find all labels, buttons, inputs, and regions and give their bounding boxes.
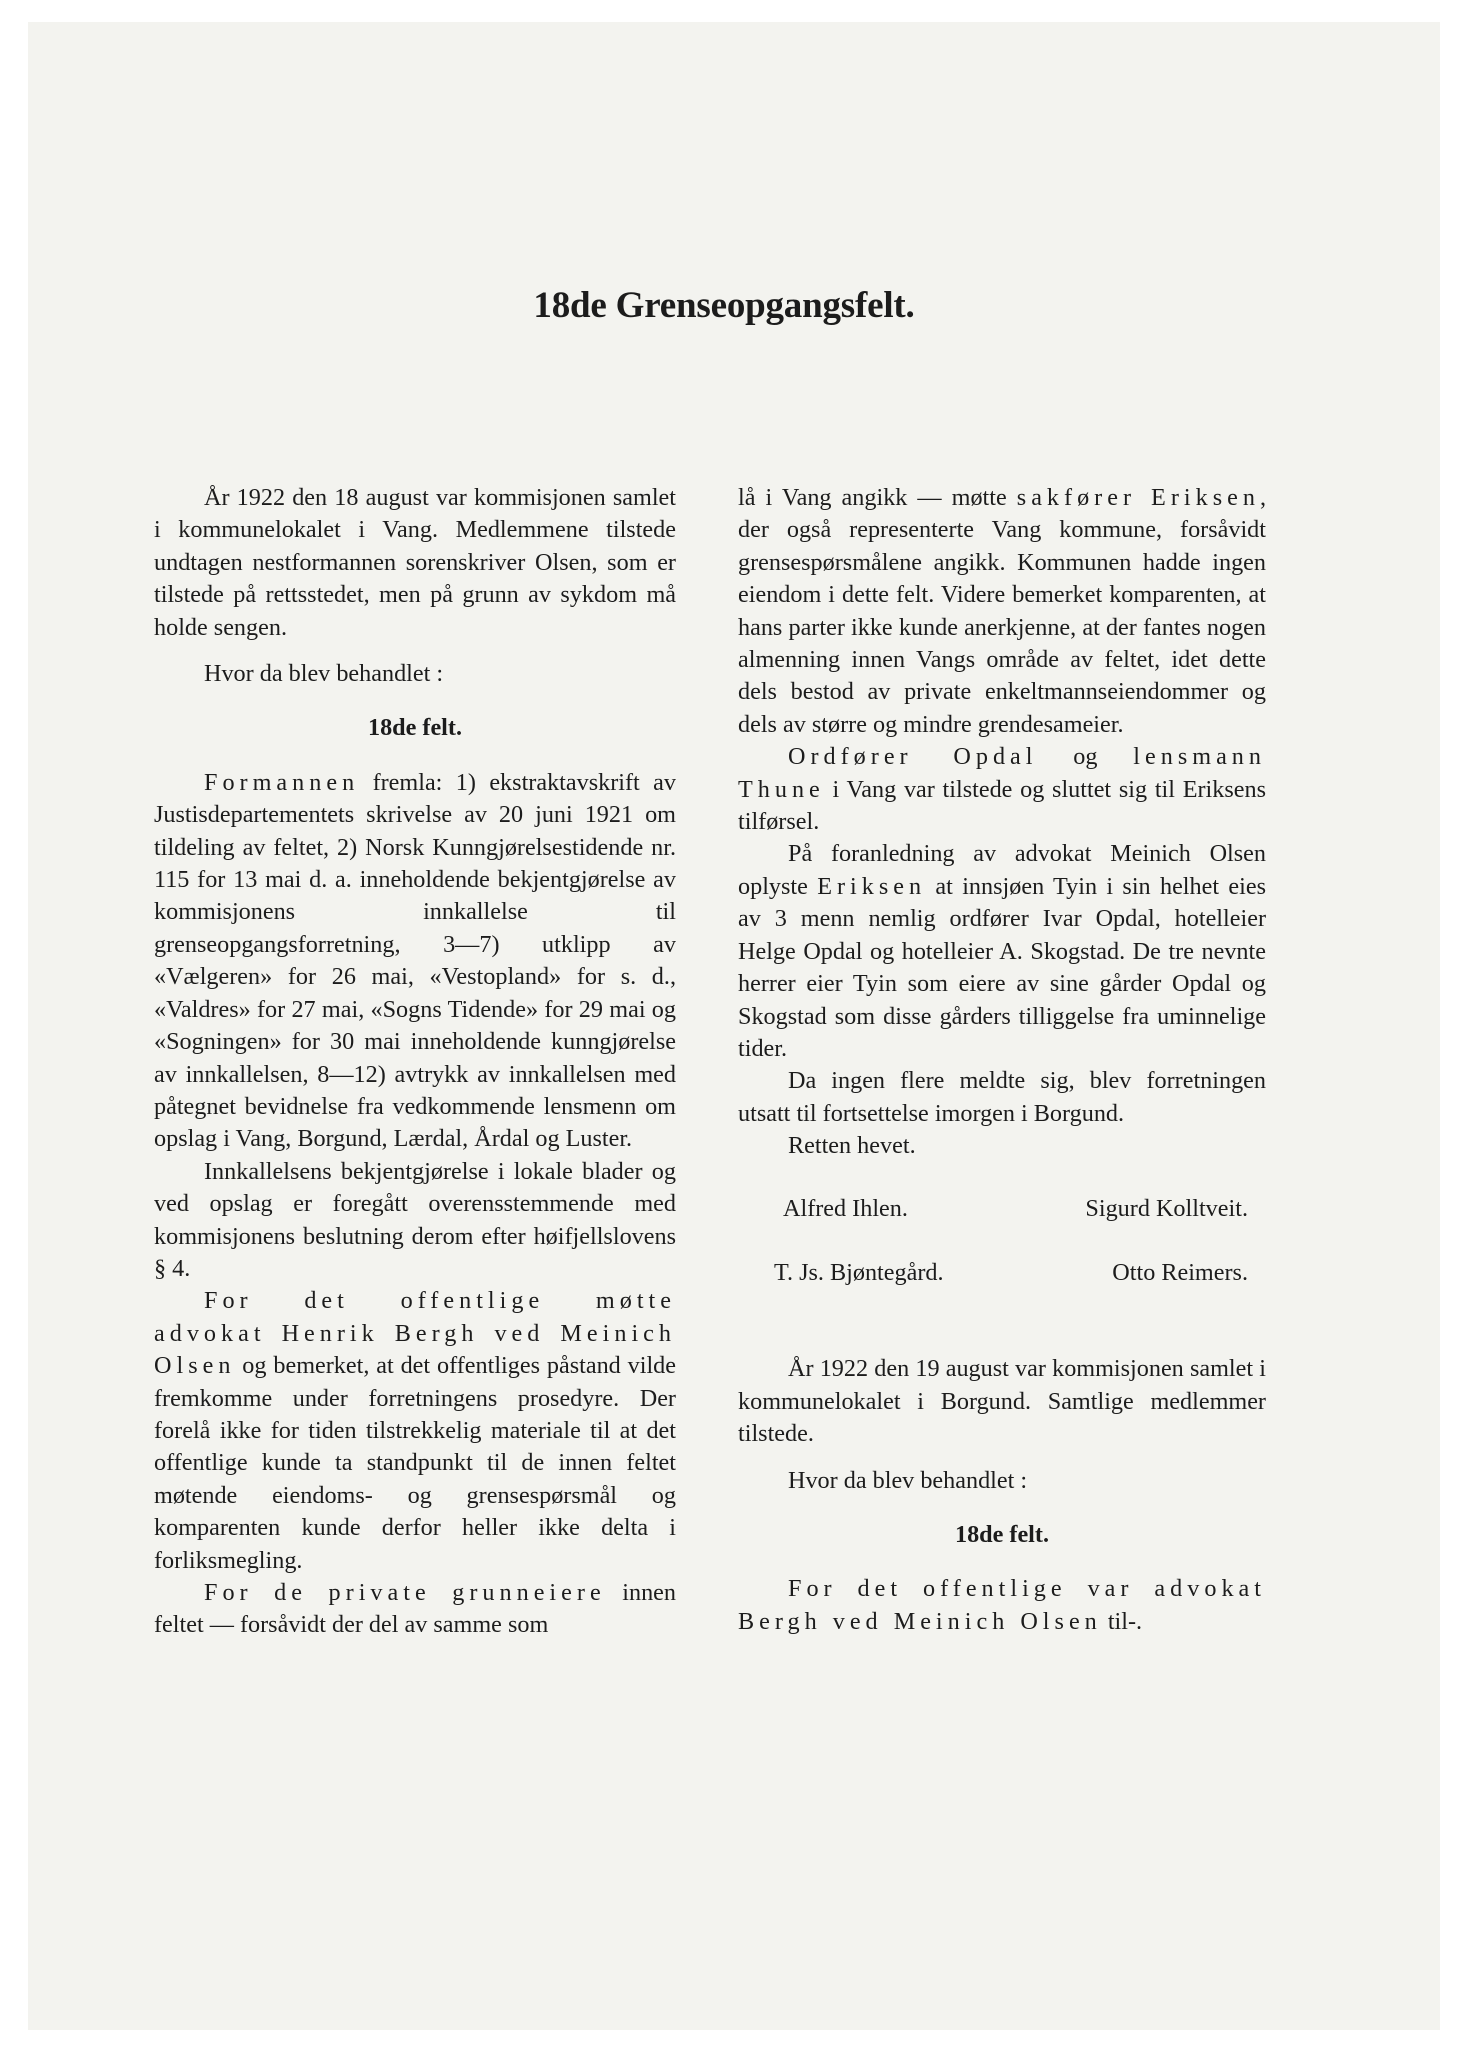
paragraph <box>154 1577 676 1642</box>
signature-row <box>738 1257 1266 1289</box>
signature: T. Js. Bjøntegård. <box>774 1258 944 1286</box>
page-title: 18de Grenseopgangsfelt. <box>533 285 915 326</box>
paragraph-text: i Vang var tilstede og sluttet sig til Eriksens tilførsel. <box>738 775 1266 836</box>
paragraph-text: På foranledning av advokat Meinich Olsen oplyste <box>738 840 1266 900</box>
right-column <box>738 482 1266 1638</box>
document-page <box>28 22 1440 2030</box>
paragraph-text: innen feltet — forsåvidt der del av samme som <box>154 1579 676 1639</box>
signature: Otto Reimers. <box>1112 1258 1248 1286</box>
spaced-text: Formannen <box>204 768 360 796</box>
paragraph <box>154 767 676 1156</box>
paragraph: Hvor da blev behandlet : <box>204 660 444 688</box>
paragraph <box>738 741 1266 838</box>
signature: Sigurd Kolltveit. <box>1085 1194 1248 1222</box>
section-heading: 18de felt. <box>367 714 463 742</box>
section-heading: 18de felt. <box>954 1520 1050 1548</box>
paragraph <box>154 1285 676 1577</box>
spaced-text: lensmann Thune <box>738 743 1266 803</box>
paragraph <box>738 482 1266 741</box>
spaced-text: sakfører Eriksen <box>1016 484 1260 511</box>
signature-row <box>738 1193 1266 1225</box>
paragraph-text: og <box>1037 743 1134 771</box>
spaced-text: For det offentlige møtte advokat Henrik Bergh ved Meinich Olsen <box>154 1287 676 1380</box>
paragraph-text: til-. <box>1101 1607 1143 1635</box>
spaced-text: Eriksen <box>817 872 927 900</box>
paragraph <box>738 838 1266 1065</box>
paragraph: År 1922 den 18 august var kommisjonen samlet i kommunelokalet i Vang. Medlemmene tilstede undtagen nestformannen sorenskriver Olsen, som er tilstede på rettsstedet, men på grunn av sykdom må holde sengen. <box>154 484 676 641</box>
paragraph: År 1922 den 19 august var kommisjonen samlet i kommunelokalet i Borgund. Samtlige medlemmer tilstede. <box>738 1355 1266 1448</box>
paragraph: Innkallelsens bekjentgjørelse i lokale blader og ved opslag er foregått overensstemmende med kommisjonens beslutning derom efter høifjellslovens § 4. <box>154 1157 676 1282</box>
court-adjourned: Retten hevet. <box>788 1132 916 1160</box>
paragraph-text: fremla: 1) ekstraktavskrift av Justisdepartementets skrivelse av 20 juni 1921 om tildeling av feltet, 2) Norsk Kunngjørelsestidende nr. 115 for 13 mai d. a. inneholdende bekjentgjørelse av kommisjonens innkallelse til grenseopgangsforretning, 3—7) utklipp av «Vælgeren» for 26 mai, «Vestopland» for s. d., «Valdres» for 27 mai, «Sogns Tidende» for 29 mai og «Sogningen» for 30 mai inneholdende kunngjørelse av innkallelsen, 8—12) avtrykk av innkallelsen med påtegnet bevidnelse fra vedkommende lensmenn om opslag i Vang, Borgund, Lærdal, Årdal og Luster. <box>154 768 676 1153</box>
spaced-text: For det offentlige var advokat Bergh ved Meinich Olsen <box>738 1575 1266 1635</box>
paragraph <box>738 1573 1266 1638</box>
paragraph-text: lå i Vang angikk — møtte <box>738 484 1017 511</box>
signature: Alfred Ihlen. <box>783 1194 908 1222</box>
paragraph: Hvor da blev behandlet : <box>788 1466 1028 1494</box>
paragraph-text: at innsjøen Tyin i sin helhet eies av 3 menn nemlig ordfører Ivar Opdal, hotelleier Helge Opdal og hotelleier A. Skogstad. De tre nevnte herrer eier Tyin som eiere av sine gårder Opdal og Skogstad som disse gårders tilliggelse fra uminnelige tider. <box>738 872 1267 1062</box>
paragraph-text: og bemerket, at det offentliges påstand vilde fremkomme under forretningens prosedyre. Der forelå ikke for tiden tilstrekkelig materiale til at det offentlige kunde ta standpunkt til de innen feltet møtende eiendoms- og grensespørsmål og komparenten kunde derfor heller ikke delta i forliksmegling. <box>154 1352 676 1574</box>
paragraph-text: , der også representerte Vang kommune, forsåvidt grensespørsmålene angikk. Kommunen hadde ingen eiendom i dette felt. Videre bemerket komparenten, at hans parter ikke kunde anerkjenne, at der fantes nogen almenning innen Vangs område av feltet, idet dette dels bestod av private enkeltmannseiendommer og dels av større og mindre grendesameier. <box>738 484 1266 738</box>
spaced-text: For de private grunneiere <box>204 1579 606 1606</box>
paragraph: Da ingen flere meldte sig, blev forretningen utsatt til fortsettelse imorgen i Borgund. <box>738 1067 1266 1127</box>
left-column <box>154 482 676 1642</box>
spaced-text: Ordfører Opdal <box>788 743 1038 771</box>
